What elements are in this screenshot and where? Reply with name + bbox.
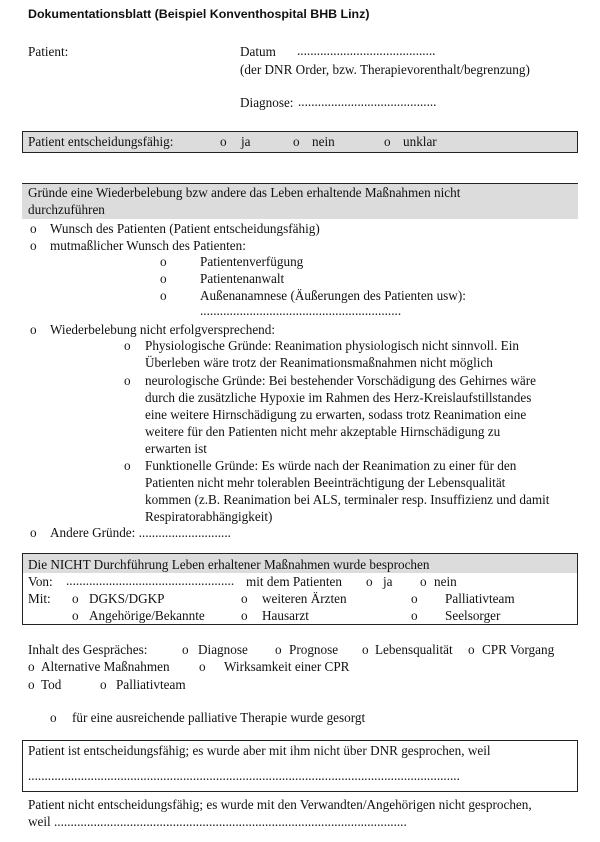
diagnose-field[interactable]: .......................................... — [298, 94, 437, 109]
reasons-heading-line1: Gründe eine Wiederbelebung bzw andere das Leben erhaltende Maßnahmen nicht — [28, 185, 461, 200]
reason3c-line1: Funktionelle Gründe: Es würde nach der Reanimation zu einer für den — [145, 458, 517, 473]
lebensqualitaet-checkbox[interactable]: o — [362, 642, 369, 657]
diagnose-checkbox[interactable]: o — [182, 642, 189, 657]
reason4-label[interactable]: Andere Gründe: ............................ — [50, 525, 231, 540]
patient-nein-radio[interactable]: o — [420, 574, 427, 589]
reason3b-line2: durch die zusätzliche Hypoxie im Rahmen des Herz-Kreislaufstillstandes — [145, 390, 532, 405]
wirksamkeit-checkbox[interactable]: o — [199, 659, 206, 674]
von-field[interactable]: ................................................... — [66, 573, 235, 588]
reason2c-field[interactable]: ............................................................. — [200, 303, 402, 318]
discussion-heading: Die NICHT Durchführung Leben erhaltener Maßnahmen wurde besprochen — [28, 557, 430, 572]
datum-note: (der DNR Order, bzw. Therapievorenthalt/begrenzung) — [240, 62, 530, 77]
capacity-ja-label: ja — [241, 134, 251, 149]
datum-field[interactable]: .......................................... — [297, 43, 436, 58]
palliative-checkbox[interactable]: o — [50, 710, 57, 725]
mit-patient-label: mit dem Patienten — [246, 574, 342, 589]
reason2-label: mutmaßlicher Wunsch des Patienten: — [50, 238, 246, 253]
angehoerige-label: Angehörige/Bekannte — [89, 608, 205, 623]
angehoerige-checkbox[interactable]: o — [72, 608, 79, 623]
reason3a-line2: Überleben wäre trotz der Reanimationsmaßnahmen nicht möglich — [145, 355, 493, 370]
tod-label: Tod — [41, 677, 62, 692]
patient-nein-label: nein — [434, 574, 457, 589]
capacity-unklar-radio[interactable]: o — [384, 134, 391, 149]
reason3b-line5: erwarten ist — [145, 441, 207, 456]
reason3c-checkbox[interactable]: o — [124, 458, 131, 473]
capacity-unklar-label: unklar — [403, 134, 437, 149]
alternative-checkbox[interactable]: o — [28, 659, 35, 674]
capable-label: Patient ist entscheidungsfähig; es wurde aber mit ihm nicht über DNR gesprochen, weil — [28, 743, 491, 758]
capacity-label: Patient entscheidungsfähig: — [28, 134, 174, 149]
reasons-heading-line2: durchzuführen — [28, 202, 105, 217]
capable-field[interactable]: ................................................................................................................................... — [28, 768, 460, 783]
incapable-label: Patient nicht entscheidungsfähig; es wurde mit den Verwandten/Angehörigen nicht gesprochen, — [28, 797, 532, 812]
reason2b-label: Patientenanwalt — [200, 271, 285, 286]
reason2a-label: Patientenverfügung — [200, 254, 304, 269]
prognose-label: Prognose — [289, 642, 339, 657]
seelsorger-label: Seelsorger — [445, 608, 501, 623]
reason3-label: Wiederbelebung nicht erfolgversprechend: — [50, 322, 276, 337]
mit-label: Mit: — [28, 591, 51, 606]
patient-ja-label: ja — [383, 574, 393, 589]
reason3a-checkbox[interactable]: o — [124, 338, 131, 353]
seelsorger-checkbox[interactable]: o — [411, 608, 418, 623]
datum-label: Datum — [240, 44, 276, 59]
incapable-field[interactable]: weil ........................................................................................................... — [28, 814, 407, 829]
reason2c-label: Außenanamnese (Äußerungen des Patienten usw): — [200, 288, 466, 303]
patient-label: Patient: — [28, 44, 69, 59]
reason3c-line2: Patienten nicht mehr tolerablen Beeinträchtigung der Lebensqualität — [145, 475, 506, 490]
patient-ja-radio[interactable]: o — [366, 574, 373, 589]
cpr-vorgang-checkbox[interactable]: o — [468, 642, 475, 657]
capacity-nein-radio[interactable]: o — [293, 134, 300, 149]
diagnose-topic-label: Diagnose — [198, 642, 248, 657]
dgks-label: DGKS/DGKP — [89, 591, 165, 606]
palliativteam-topic-label: Palliativteam — [116, 677, 186, 692]
hausarzt-label: Hausarzt — [262, 608, 309, 623]
capacity-ja-radio[interactable]: o — [220, 134, 227, 149]
aerzte-checkbox[interactable]: o — [241, 591, 248, 606]
aerzte-label: weiteren Ärzten — [262, 591, 347, 606]
palliativteam-label: Palliativteam — [445, 591, 515, 606]
reason2-checkbox[interactable]: o — [30, 238, 37, 253]
reason4-checkbox[interactable]: o — [30, 525, 37, 540]
tod-checkbox[interactable]: o — [28, 677, 35, 692]
reason3b-line3: eine weitere Hirnschädigung zu erwarten, sodass trotz Reanimation eine — [145, 407, 527, 422]
reason1-label: Wunsch des Patienten (Patient entscheidungsfähig) — [50, 221, 320, 236]
reason3c-line4: Respiratorabhängigkeit) — [145, 509, 273, 524]
content-label: Inhalt des Gespräches: — [28, 642, 148, 657]
von-label: Von: — [28, 574, 53, 589]
reason2c-checkbox[interactable]: o — [160, 288, 167, 303]
reason3-checkbox[interactable]: o — [30, 322, 37, 337]
prognose-checkbox[interactable]: o — [275, 642, 282, 657]
cpr-vorgang-label: CPR Vorgang — [482, 642, 555, 657]
reason3c-line3: kommen (z.B. Reanimation bei ALS, terminaler resp. Insuffizienz und damit — [145, 492, 550, 507]
diagnose-label: Diagnose: — [240, 95, 294, 110]
alternative-label: Alternative Maßnahmen — [41, 659, 170, 674]
palliative-label: für eine ausreichende palliative Therapie wurde gesorgt — [72, 710, 366, 725]
palliativteam-checkbox[interactable]: o — [411, 591, 418, 606]
lebensqualitaet-label: Lebensqualität — [375, 642, 453, 657]
dgks-checkbox[interactable]: o — [72, 591, 79, 606]
hausarzt-checkbox[interactable]: o — [241, 608, 248, 623]
reason3a-line1: Physiologische Gründe: Reanimation physiologisch nicht sinnvoll. Ein — [145, 338, 519, 353]
capacity-nein-label: nein — [312, 134, 335, 149]
reason3b-line1: neurologische Gründe: Bei bestehender Vorschädigung des Gehirnes wäre — [145, 373, 536, 388]
reason2b-checkbox[interactable]: o — [160, 271, 167, 286]
page-title: Dokumentationsblatt (Beispiel Konventhospital BHB Linz) — [28, 7, 370, 21]
reason1-checkbox[interactable]: o — [30, 221, 37, 236]
reason3b-line4: weitere für den Patienten nicht mehr akzeptable Hirnschädigung zu — [145, 424, 501, 439]
palliativteam-topic-checkbox[interactable]: o — [100, 677, 107, 692]
reason2a-checkbox[interactable]: o — [160, 254, 167, 269]
wirksamkeit-label: Wirksamkeit einer CPR — [224, 659, 350, 674]
reason3b-checkbox[interactable]: o — [124, 373, 131, 388]
